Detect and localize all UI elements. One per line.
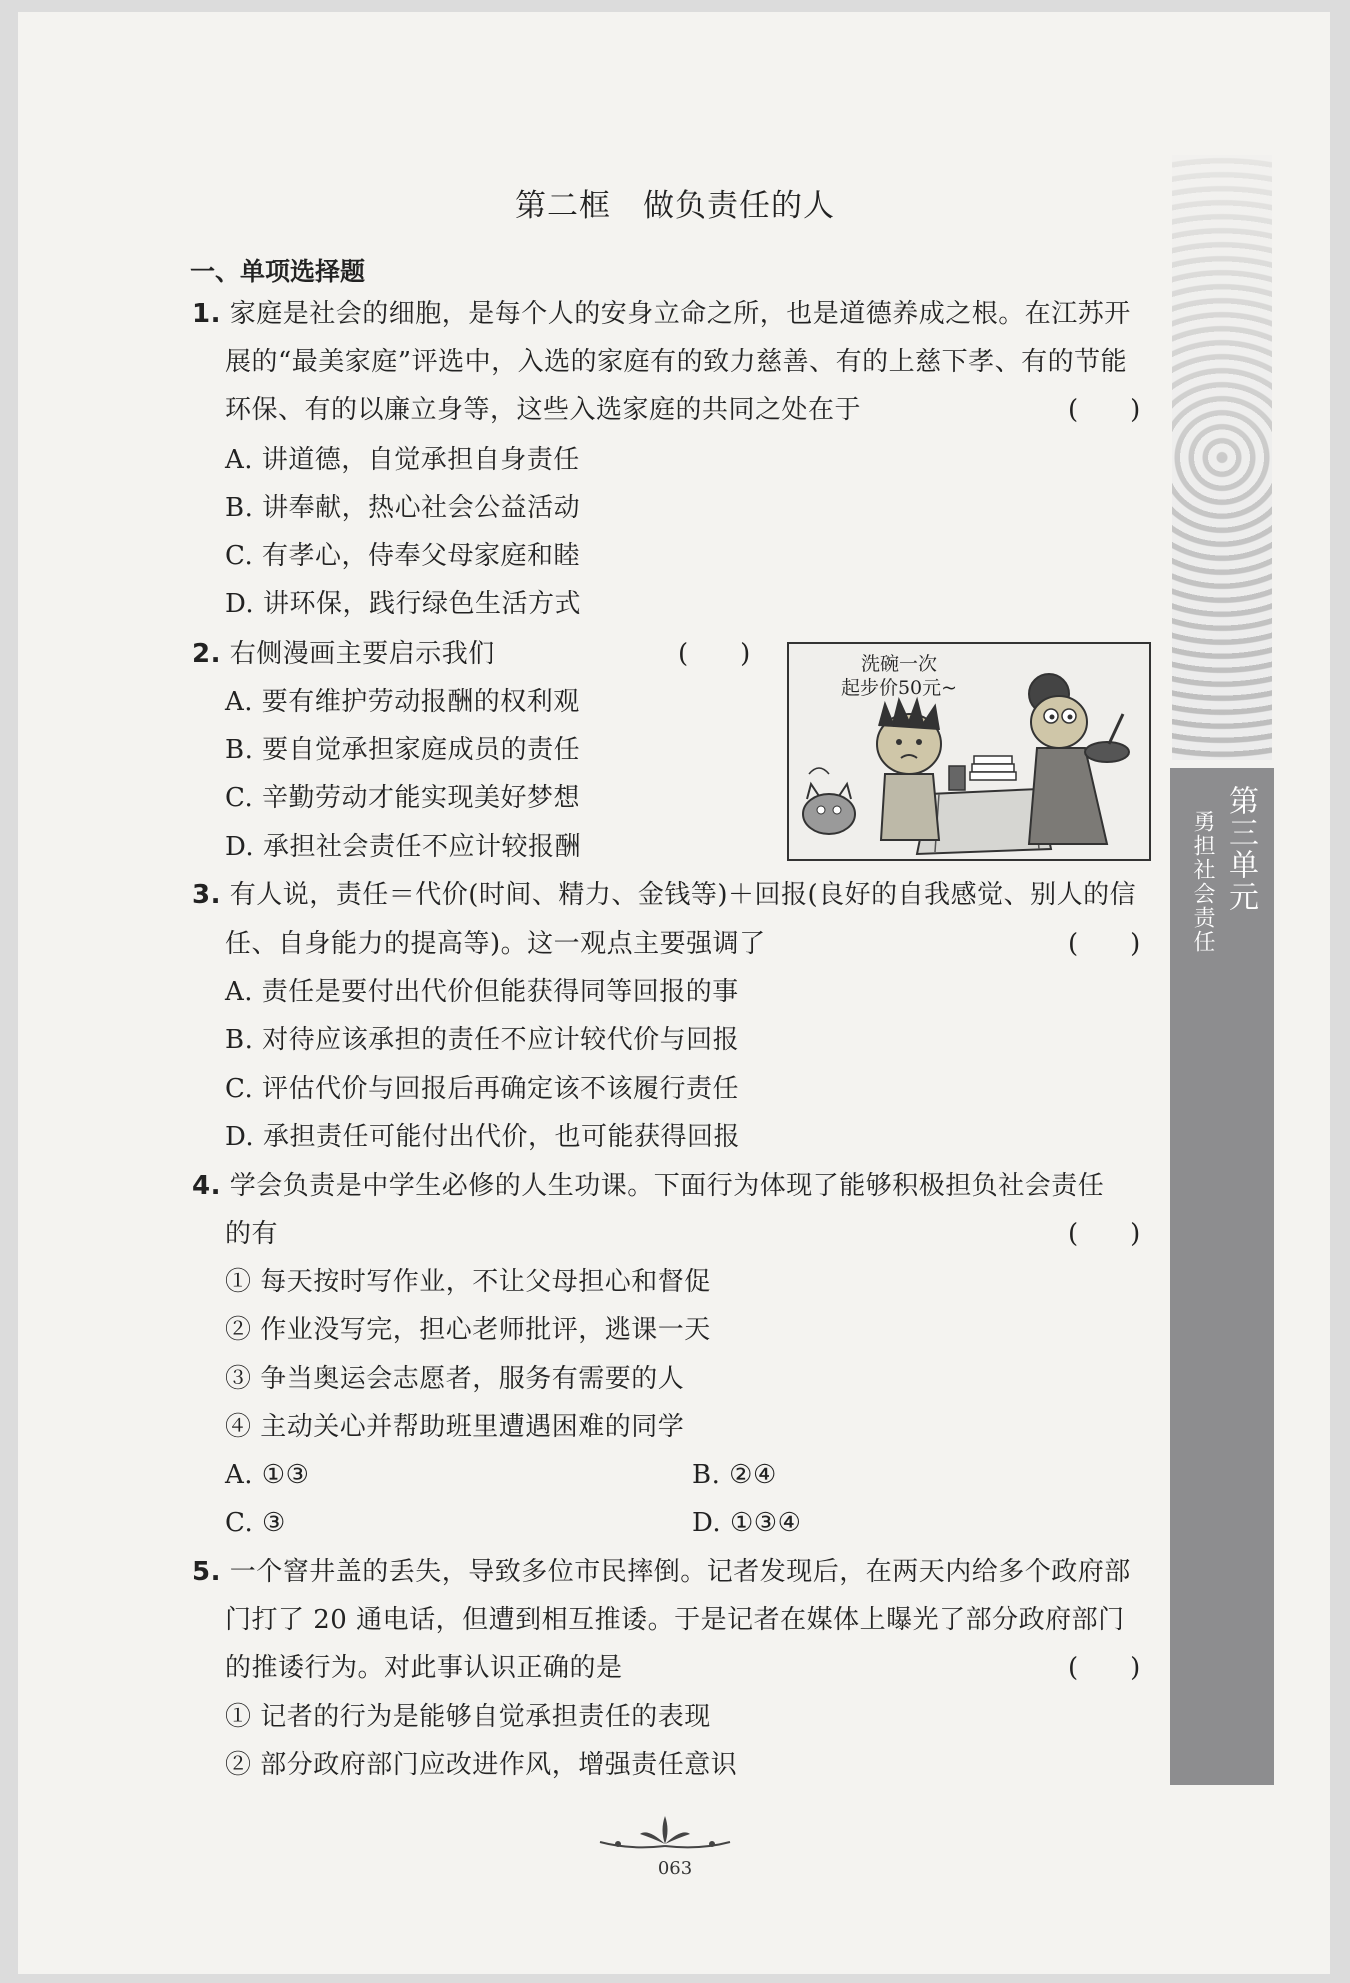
q5-number: 5. <box>192 1557 221 1587</box>
q4-option-b: B. ②④ <box>692 1460 777 1490</box>
q5-statement-2: ② 部分政府部门应改进作风，增强责任意识 <box>225 1750 738 1780</box>
unit-subtitle: 勇担社会责任 <box>1190 810 1215 954</box>
q4-line-2: 的有 <box>225 1219 279 1249</box>
q2-option-b: B. 要自觉承担家庭成员的责任 <box>225 735 581 765</box>
q4-statement-2: ② 作业没写完，担心老师批评，逃课一天 <box>225 1315 711 1345</box>
q1-line-1 <box>192 296 1131 332</box>
q3-option-a: A. 责任是要付出代价但能获得同等回报的事 <box>225 977 739 1007</box>
q2-option-c: C. 辛勤劳动才能实现美好梦想 <box>225 783 580 813</box>
q3-option-d: D. 承担责任可能付出代价，也可能获得回报 <box>225 1122 740 1152</box>
cartoon-speech-line-2: 起步价50元~ <box>840 677 958 699</box>
q4-option-c: C. ③ <box>225 1508 286 1538</box>
q4-statement-4: ④ 主动关心并帮助班里遭遇困难的同学 <box>225 1412 685 1442</box>
cartoon-drawing <box>789 644 1149 859</box>
q3-line-2: 任、自身能力的提高等)。这一观点主要强调了 <box>225 929 766 959</box>
q5-line-2: 门打了 20 通电话，但遭到相互推诿。于是记者在媒体上曝光了部分政府部门 <box>225 1605 1125 1635</box>
q2-line-1 <box>192 636 495 672</box>
q1-number: 1. <box>192 299 221 329</box>
q2-answer-blank: ( ) <box>678 639 751 669</box>
side-dot-pattern <box>1172 155 1272 760</box>
q1-option-b: B. 讲奉献，热心社会公益活动 <box>225 493 581 523</box>
q1-line-2: 展的“最美家庭”评选中，入选的家庭有的致力慈善、有的上慈下孝、有的节能 <box>225 347 1128 377</box>
q3-text-1: 有人说，责任＝代价(时间、精力、金钱等)＋回报(良好的自我感觉、别人的信 <box>229 880 1137 910</box>
page-title: 第二框 做负责任的人 <box>515 188 835 224</box>
q4-option-a: A. ①③ <box>225 1460 310 1490</box>
section-title: 一、单项选择题 <box>190 257 366 286</box>
q1-answer-blank: ( ) <box>1068 395 1141 425</box>
q3-line-1 <box>192 877 1136 913</box>
q3-number: 3. <box>192 880 221 910</box>
q2-text: 右侧漫画主要启示我们 <box>229 639 495 669</box>
cartoon-image <box>787 642 1151 861</box>
q4-number: 4. <box>192 1171 221 1201</box>
q4-statement-3: ③ 争当奥运会志愿者，服务有需要的人 <box>225 1364 685 1394</box>
page-number: 063 <box>657 1858 693 1879</box>
q5-line-3: 的推诿行为。对此事认识正确的是 <box>225 1653 623 1683</box>
q1-option-a: A. 讲道德，自觉承担自身责任 <box>225 445 580 475</box>
q3-option-b: B. 对待应该承担的责任不应计较代价与回报 <box>225 1025 740 1055</box>
q1-option-d: D. 讲环保，践行绿色生活方式 <box>225 589 581 619</box>
q1-option-c: C. 有孝心，侍奉父母家庭和睦 <box>225 541 580 571</box>
q4-answer-blank: ( ) <box>1068 1219 1141 1249</box>
cartoon-speech-line-1: 洗碗一次 <box>860 653 937 675</box>
q1-line-3: 环保、有的以廉立身等，这些入选家庭的共同之处在于 <box>225 395 862 425</box>
unit-side-tab <box>1170 768 1274 1785</box>
q2-option-a: A. 要有维护劳动报酬的权利观 <box>225 687 580 717</box>
q5-statement-1: ① 记者的行为是能够自觉承担责任的表现 <box>225 1702 711 1732</box>
q5-line-1 <box>192 1554 1131 1590</box>
q4-statement-1: ① 每天按时写作业，不让父母担心和督促 <box>225 1267 711 1297</box>
q5-answer-blank: ( ) <box>1068 1653 1141 1683</box>
q5-text-1: 一个窨井盖的丢失，导致多位市民摔倒。记者发现后，在两天内给多个政府部 <box>229 1557 1131 1587</box>
q1-text-1: 家庭是社会的细胞，是每个人的安身立命之所，也是道德养成之根。在江苏开 <box>229 299 1131 329</box>
unit-title: 第三单元 <box>1223 785 1258 913</box>
q2-number: 2. <box>192 639 221 669</box>
q4-text-1: 学会负责是中学生必修的人生功课。下面行为体现了能够积极担负社会责任 <box>229 1171 1105 1201</box>
q4-option-d: D. ①③④ <box>692 1508 802 1538</box>
q4-line-1 <box>192 1168 1104 1204</box>
q2-option-d: D. 承担社会责任不应计较报酬 <box>225 832 581 862</box>
footer-ornament-icon <box>590 1808 740 1858</box>
q3-answer-blank: ( ) <box>1068 929 1141 959</box>
q3-option-c: C. 评估代价与回报后再确定该不该履行责任 <box>225 1074 739 1104</box>
